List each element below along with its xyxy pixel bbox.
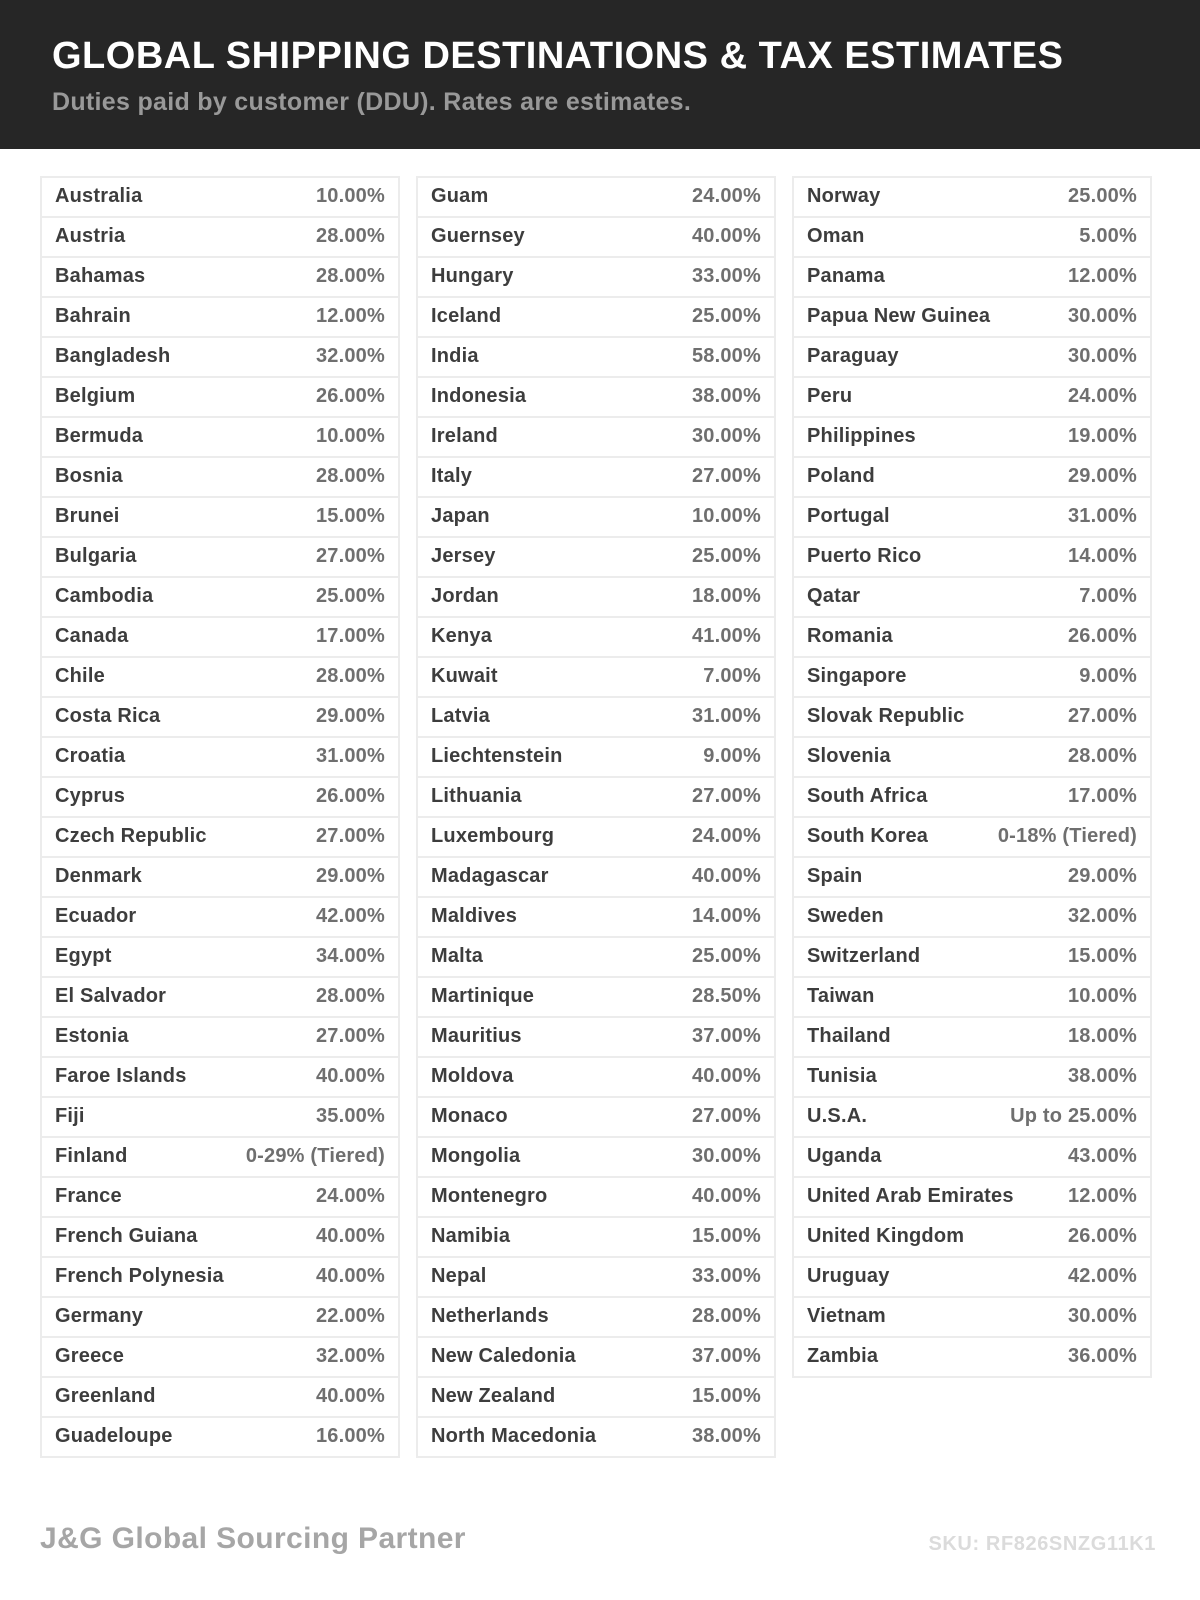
table-row	[418, 1258, 774, 1298]
country-name: Philippines	[807, 425, 916, 448]
country-name: Switzerland	[807, 945, 921, 968]
tax-rate: 37.00%	[691, 1345, 761, 1368]
country-name: Bosnia	[55, 465, 123, 488]
table-row	[794, 898, 1150, 938]
table-row	[42, 578, 398, 618]
tax-rate: 0-18% (Tiered)	[997, 825, 1137, 848]
country-name: Estonia	[55, 1025, 129, 1048]
table-row	[418, 1098, 774, 1138]
country-name: Nepal	[431, 1265, 487, 1288]
tax-rate: 7.00%	[1079, 585, 1137, 608]
table-row	[794, 538, 1150, 578]
table-row	[418, 1338, 774, 1378]
table-row	[42, 1218, 398, 1258]
country-name: Slovak Republic	[807, 705, 965, 728]
table-row	[794, 618, 1150, 658]
country-name: Malta	[431, 945, 484, 968]
tax-rate: 12.00%	[1067, 1185, 1137, 1208]
country-name: El Salvador	[55, 985, 167, 1008]
country-name: Peru	[807, 385, 853, 408]
table-row	[42, 1258, 398, 1298]
tax-rate: 27.00%	[691, 465, 761, 488]
tax-rate: 25.00%	[691, 545, 761, 568]
tax-rate: 26.00%	[315, 385, 385, 408]
table-row	[42, 338, 398, 378]
country-name: Cambodia	[55, 585, 154, 608]
country-name: Moldova	[431, 1065, 514, 1088]
country-name: Canada	[55, 625, 129, 648]
table-row	[418, 898, 774, 938]
tax-rate: 17.00%	[1067, 785, 1137, 808]
table-row	[42, 218, 398, 258]
tax-rate: 18.00%	[1067, 1025, 1137, 1048]
table-row	[418, 1218, 774, 1258]
table-row	[794, 218, 1150, 258]
country-name: Liechtenstein	[431, 745, 563, 768]
tax-rate: 28.50%	[691, 985, 761, 1008]
page-title: GLOBAL SHIPPING DESTINATIONS & TAX ESTIMATES	[52, 35, 1064, 77]
table-row	[42, 298, 398, 338]
table-row	[418, 418, 774, 458]
table-row	[418, 1418, 774, 1458]
tax-rate: 40.00%	[691, 1185, 761, 1208]
tax-rate: 40.00%	[315, 1065, 385, 1088]
table-row	[418, 578, 774, 618]
table-row	[794, 1058, 1150, 1098]
table-row	[794, 818, 1150, 858]
tax-rate: 42.00%	[1067, 1265, 1137, 1288]
tax-rate: 33.00%	[691, 1265, 761, 1288]
tax-rate: 27.00%	[315, 545, 385, 568]
table-row	[418, 818, 774, 858]
tax-rate: 34.00%	[315, 945, 385, 968]
table-row	[418, 378, 774, 418]
country-name: Spain	[807, 865, 863, 888]
table-row	[42, 818, 398, 858]
table-row	[794, 1138, 1150, 1178]
country-name: Paraguay	[807, 345, 899, 368]
country-name: Belgium	[55, 385, 136, 408]
footer	[0, 1522, 1200, 1600]
country-name: Germany	[55, 1305, 144, 1328]
tax-rate: 14.00%	[691, 905, 761, 928]
tax-rate: 9.00%	[1079, 665, 1137, 688]
country-name: Ecuador	[55, 905, 137, 928]
table-row	[794, 338, 1150, 378]
tax-rate: 26.00%	[315, 785, 385, 808]
tax-rate: 27.00%	[691, 1105, 761, 1128]
country-name: Japan	[431, 505, 490, 528]
table-row	[42, 258, 398, 298]
tax-rate: 40.00%	[315, 1385, 385, 1408]
country-name: Fiji	[55, 1105, 85, 1128]
tax-rate: 25.00%	[315, 585, 385, 608]
table-row	[794, 858, 1150, 898]
tax-rate: 29.00%	[315, 865, 385, 888]
country-name: Qatar	[807, 585, 861, 608]
table-row	[794, 1018, 1150, 1058]
table-row	[418, 498, 774, 538]
country-name: India	[431, 345, 479, 368]
tax-rate: 15.00%	[691, 1385, 761, 1408]
table-row	[42, 898, 398, 938]
country-name: Ireland	[431, 425, 498, 448]
tax-rate: 29.00%	[1067, 865, 1137, 888]
country-name: Romania	[807, 625, 893, 648]
table-row	[794, 658, 1150, 698]
tax-rate: 26.00%	[1067, 1225, 1137, 1248]
tax-rate: 5.00%	[1079, 225, 1137, 248]
country-name: Jersey	[431, 545, 496, 568]
tax-rate: 30.00%	[691, 1145, 761, 1168]
tax-rate: 27.00%	[315, 1025, 385, 1048]
country-name: Latvia	[431, 705, 491, 728]
table-row	[42, 178, 398, 218]
country-name: Vietnam	[807, 1305, 886, 1328]
country-name: Tunisia	[807, 1065, 877, 1088]
tax-rate: 40.00%	[315, 1225, 385, 1248]
country-name: U.S.A.	[807, 1105, 868, 1128]
table-row	[794, 258, 1150, 298]
country-name: Greenland	[55, 1385, 156, 1408]
country-name: Finland	[55, 1145, 128, 1168]
country-name: Puerto Rico	[807, 545, 922, 568]
country-name: Hungary	[431, 265, 514, 288]
country-name: South Africa	[807, 785, 928, 808]
table-row	[794, 1098, 1150, 1138]
tax-rate: 42.00%	[315, 905, 385, 928]
tax-rate: 22.00%	[315, 1305, 385, 1328]
country-name: South Korea	[807, 825, 929, 848]
table-row	[42, 378, 398, 418]
tax-rate: 41.00%	[691, 625, 761, 648]
country-name: Czech Republic	[55, 825, 207, 848]
rates-column-2	[416, 176, 776, 1458]
table-row	[42, 1098, 398, 1138]
tax-rate: 28.00%	[1067, 745, 1137, 768]
table-row	[42, 658, 398, 698]
country-name: Kenya	[431, 625, 493, 648]
tax-rate: 43.00%	[1067, 1145, 1137, 1168]
table-row	[418, 1378, 774, 1418]
country-name: Austria	[55, 225, 126, 248]
table-row	[418, 658, 774, 698]
country-name: Guernsey	[431, 225, 525, 248]
rates-table	[40, 176, 1152, 1458]
table-row	[794, 938, 1150, 978]
table-row	[42, 1138, 398, 1178]
brand-text: J&G Global Sourcing Partner	[40, 1522, 466, 1555]
country-name: Guam	[431, 185, 489, 208]
table-row	[418, 1138, 774, 1178]
table-row	[42, 978, 398, 1018]
table-row	[42, 498, 398, 538]
country-name: Namibia	[431, 1225, 511, 1248]
table-row	[794, 1258, 1150, 1298]
country-name: Bulgaria	[55, 545, 137, 568]
table-row	[418, 458, 774, 498]
country-name: Madagascar	[431, 865, 549, 888]
country-name: Netherlands	[431, 1305, 549, 1328]
tax-rate: 32.00%	[315, 345, 385, 368]
table-row	[42, 1058, 398, 1098]
tax-rate: 36.00%	[1067, 1345, 1137, 1368]
table-row	[794, 778, 1150, 818]
tax-rate: 40.00%	[691, 865, 761, 888]
tax-rate: 16.00%	[315, 1425, 385, 1448]
tax-rate: 10.00%	[1067, 985, 1137, 1008]
table-row	[42, 738, 398, 778]
country-name: Costa Rica	[55, 705, 161, 728]
table-row	[794, 418, 1150, 458]
country-name: Bangladesh	[55, 345, 171, 368]
table-row	[418, 698, 774, 738]
country-name: Bahrain	[55, 305, 131, 328]
country-name: Australia	[55, 185, 143, 208]
country-name: France	[55, 1185, 122, 1208]
table-row	[418, 618, 774, 658]
tax-rate: 38.00%	[691, 385, 761, 408]
tax-rate: 28.00%	[315, 225, 385, 248]
tax-rate: 12.00%	[315, 305, 385, 328]
country-name: Indonesia	[431, 385, 527, 408]
tax-rate: 38.00%	[1067, 1065, 1137, 1088]
country-name: Montenegro	[431, 1185, 548, 1208]
table-row	[794, 298, 1150, 338]
country-name: Panama	[807, 265, 885, 288]
table-row	[42, 418, 398, 458]
country-name: French Guiana	[55, 1225, 198, 1248]
country-name: North Macedonia	[431, 1425, 597, 1448]
table-row	[418, 1178, 774, 1218]
country-name: Bermuda	[55, 425, 144, 448]
table-row	[42, 1018, 398, 1058]
tax-rate: 31.00%	[315, 745, 385, 768]
country-name: Iceland	[431, 305, 502, 328]
country-name: Oman	[807, 225, 865, 248]
country-name: Uganda	[807, 1145, 882, 1168]
tax-rate: 31.00%	[691, 705, 761, 728]
tax-rate: 40.00%	[315, 1265, 385, 1288]
tax-rate: 38.00%	[691, 1425, 761, 1448]
tax-rate: 28.00%	[315, 465, 385, 488]
table-row	[418, 1298, 774, 1338]
tax-rate: 29.00%	[315, 705, 385, 728]
tax-rate: 10.00%	[691, 505, 761, 528]
tax-rate: 27.00%	[315, 825, 385, 848]
table-row	[42, 1298, 398, 1338]
tax-rate: 35.00%	[315, 1105, 385, 1128]
rates-column-1	[40, 176, 400, 1458]
tax-rate: 10.00%	[315, 185, 385, 208]
table-row	[418, 978, 774, 1018]
country-name: Sweden	[807, 905, 884, 928]
table-row	[42, 698, 398, 738]
header	[0, 0, 1200, 149]
tax-rate: 24.00%	[691, 825, 761, 848]
table-row	[42, 1178, 398, 1218]
country-name: Bahamas	[55, 265, 146, 288]
country-name: Mauritius	[431, 1025, 522, 1048]
country-name: Italy	[431, 465, 473, 488]
table-row	[794, 458, 1150, 498]
tax-rate: 18.00%	[691, 585, 761, 608]
table-row	[42, 778, 398, 818]
tax-rate: 29.00%	[1067, 465, 1137, 488]
country-name: Zambia	[807, 1345, 879, 1368]
country-name: Poland	[807, 465, 875, 488]
table-row	[418, 1018, 774, 1058]
country-name: French Polynesia	[55, 1265, 224, 1288]
country-name: Maldives	[431, 905, 518, 928]
table-row	[42, 538, 398, 578]
country-name: Faroe Islands	[55, 1065, 187, 1088]
table-row	[418, 298, 774, 338]
tax-rate: 30.00%	[1067, 1305, 1137, 1328]
table-row	[42, 1378, 398, 1418]
tax-rate: Up to 25.00%	[1010, 1105, 1137, 1128]
country-name: Brunei	[55, 505, 120, 528]
country-name: Mongolia	[431, 1145, 521, 1168]
table-row	[418, 738, 774, 778]
country-name: Greece	[55, 1345, 125, 1368]
tax-rate: 7.00%	[703, 665, 761, 688]
table-row	[418, 218, 774, 258]
country-name: Singapore	[807, 665, 907, 688]
tax-rate: 32.00%	[315, 1345, 385, 1368]
country-name: Uruguay	[807, 1265, 890, 1288]
table-row	[794, 1178, 1150, 1218]
country-name: Slovenia	[807, 745, 891, 768]
table-row	[794, 1298, 1150, 1338]
country-name: Lithuania	[431, 785, 522, 808]
tax-rate: 15.00%	[1067, 945, 1137, 968]
tax-rate: 58.00%	[691, 345, 761, 368]
table-row	[42, 618, 398, 658]
table-row	[42, 938, 398, 978]
country-name: New Caledonia	[431, 1345, 576, 1368]
country-name: Egypt	[55, 945, 112, 968]
table-row	[794, 1218, 1150, 1258]
tax-rate: 25.00%	[691, 305, 761, 328]
tax-rate: 33.00%	[691, 265, 761, 288]
country-name: Kuwait	[431, 665, 498, 688]
tax-rate: 30.00%	[1067, 345, 1137, 368]
table-row	[794, 178, 1150, 218]
table-row	[418, 778, 774, 818]
tax-rate: 12.00%	[1067, 265, 1137, 288]
tax-rate: 9.00%	[703, 745, 761, 768]
sku-label: SKU: RF826SNZG11K1	[928, 1533, 1156, 1555]
table-row	[418, 178, 774, 218]
country-name: Taiwan	[807, 985, 875, 1008]
tax-rate: 26.00%	[1067, 625, 1137, 648]
table-row	[42, 1338, 398, 1378]
country-name: Monaco	[431, 1105, 508, 1128]
country-name: Martinique	[431, 985, 535, 1008]
table-row	[794, 498, 1150, 538]
tax-rate: 17.00%	[315, 625, 385, 648]
tax-rate: 15.00%	[315, 505, 385, 528]
tax-rate: 25.00%	[1067, 185, 1137, 208]
country-name: Thailand	[807, 1025, 891, 1048]
table-row	[794, 738, 1150, 778]
country-name: Chile	[55, 665, 105, 688]
table-row	[418, 858, 774, 898]
tax-rate: 37.00%	[691, 1025, 761, 1048]
tax-rate: 28.00%	[315, 265, 385, 288]
tax-rate: 19.00%	[1067, 425, 1137, 448]
tax-rate: 32.00%	[1067, 905, 1137, 928]
table-row	[794, 378, 1150, 418]
table-row	[794, 698, 1150, 738]
country-name: Papua New Guinea	[807, 305, 991, 328]
country-name: Portugal	[807, 505, 890, 528]
country-name: Guadeloupe	[55, 1425, 173, 1448]
tax-rate: 14.00%	[1067, 545, 1137, 568]
tax-rate: 40.00%	[691, 1065, 761, 1088]
table-row	[42, 458, 398, 498]
tax-rate: 24.00%	[315, 1185, 385, 1208]
table-row	[794, 578, 1150, 618]
table-row	[418, 538, 774, 578]
country-name: Cyprus	[55, 785, 126, 808]
table-row	[794, 978, 1150, 1018]
country-name: Croatia	[55, 745, 126, 768]
tax-rate: 25.00%	[691, 945, 761, 968]
table-row	[418, 938, 774, 978]
tax-rate: 30.00%	[1067, 305, 1137, 328]
tax-rate: 27.00%	[691, 785, 761, 808]
table-row	[42, 1418, 398, 1458]
country-name: Luxembourg	[431, 825, 555, 848]
country-name: United Arab Emirates	[807, 1185, 1014, 1208]
tax-rate: 28.00%	[315, 665, 385, 688]
tax-rate: 0-29% (Tiered)	[245, 1145, 385, 1168]
rates-column-3	[792, 176, 1152, 1378]
table-row	[794, 1338, 1150, 1378]
tax-rate: 40.00%	[691, 225, 761, 248]
tax-rate: 24.00%	[1067, 385, 1137, 408]
country-name: United Kingdom	[807, 1225, 965, 1248]
tax-rate: 31.00%	[1067, 505, 1137, 528]
country-name: New Zealand	[431, 1385, 556, 1408]
tax-rate: 30.00%	[691, 425, 761, 448]
tax-rate: 28.00%	[315, 985, 385, 1008]
page-subtitle: Duties paid by customer (DDU). Rates are estimates.	[52, 87, 692, 116]
table-row	[42, 858, 398, 898]
country-name: Norway	[807, 185, 881, 208]
tax-rate: 15.00%	[691, 1225, 761, 1248]
tax-rate: 24.00%	[691, 185, 761, 208]
table-row	[418, 1058, 774, 1098]
country-name: Denmark	[55, 865, 142, 888]
tax-rate: 10.00%	[315, 425, 385, 448]
table-row	[418, 338, 774, 378]
tax-rate: 27.00%	[1067, 705, 1137, 728]
tax-rate: 28.00%	[691, 1305, 761, 1328]
table-row	[418, 258, 774, 298]
country-name: Jordan	[431, 585, 499, 608]
